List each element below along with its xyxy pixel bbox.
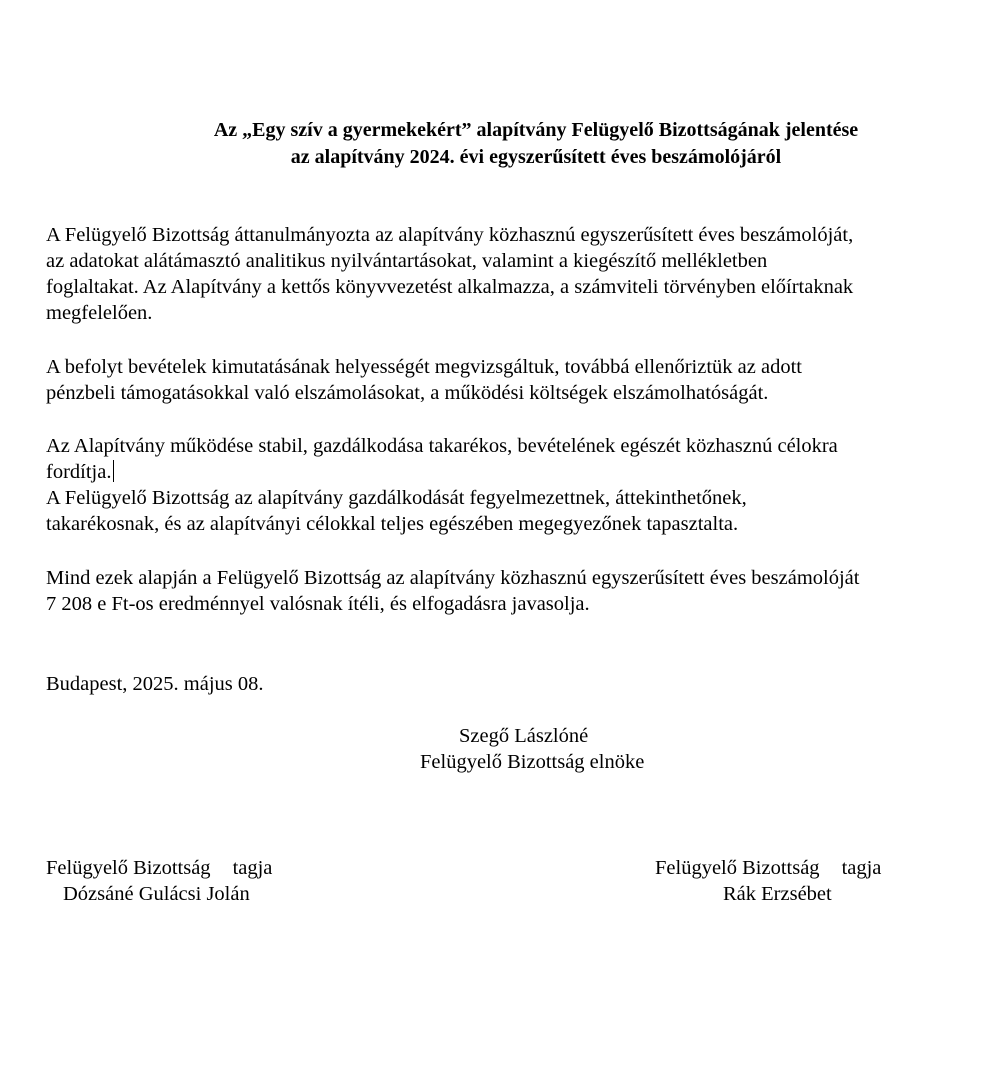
member-right-name: Rák Erzsébet bbox=[723, 883, 832, 905]
paragraph-1-line-1: A Felügyelő Bizottság áttanulmányozta az alapítvány közhasznú egyszerűsített éves beszámolóját, bbox=[46, 224, 854, 246]
member-right-role-a: Felügyelő Bizottság bbox=[655, 857, 820, 879]
paragraph-2-line-1: A befolyt bevételek kimutatásának helyességét megvizsgáltuk, továbbá ellenőriztük az adott bbox=[46, 356, 802, 378]
member-left-role-a: Felügyelő Bizottság bbox=[46, 857, 211, 879]
member-left-role bbox=[46, 855, 272, 881]
document-title-line-1: Az „Egy szív a gyermekekért” alapítvány Felügyelő Bizottságának jelentése bbox=[213, 119, 859, 141]
paragraph-1-line-2: az adatokat alátámasztó analitikus nyilvántartásokat, valamint a kiegészítő mellékletben bbox=[46, 250, 768, 272]
chair-role: Felügyelő Bizottság elnöke bbox=[420, 751, 645, 773]
paragraph-3-line-2[interactable] bbox=[46, 459, 114, 485]
paragraph-3-line-1: Az Alapítvány működése stabil, gazdálkodása takarékos, bevételének egészét közhasznú célokra bbox=[46, 435, 838, 457]
document-title-line-2: az alapítvány 2024. évi egyszerűsített éves beszámolójáról bbox=[290, 146, 782, 168]
member-right-role bbox=[655, 855, 881, 881]
paragraph-3-line-2-text: fordítja. bbox=[46, 461, 112, 483]
member-left-role-b: tagja bbox=[232, 857, 273, 879]
paragraph-5-line-2: 7 208 e Ft-os eredménnyel valósnak ítéli, és elfogadásra javasolja. bbox=[46, 593, 590, 615]
place-date: Budapest, 2025. május 08. bbox=[46, 673, 264, 695]
member-right-role-b: tagja bbox=[841, 857, 882, 879]
paragraph-2-line-2: pénzbeli támogatásokkal való elszámolásokat, a működési költségek elszámolhatóságát. bbox=[46, 382, 769, 404]
paragraph-4-line-2: takarékosnak, és az alapítványi célokkal teljes egészében megegyezőnek tapasztalta. bbox=[46, 513, 739, 535]
paragraph-1-line-4: megfelelően. bbox=[46, 302, 153, 324]
paragraph-1-line-3: foglaltakat. Az Alapítvány a kettős könyvvezetést alkalmazza, a számviteli törvényben előírtaknak bbox=[46, 276, 854, 298]
paragraph-4-line-1: A Felügyelő Bizottság az alapítvány gazdálkodását fegyelmezettnek, áttekinthetőnek, bbox=[46, 487, 747, 509]
member-left-name: Dózsáné Gulácsi Jolán bbox=[63, 883, 250, 905]
chair-name: Szegő Lászlóné bbox=[459, 725, 589, 747]
paragraph-5-line-1: Mind ezek alapján a Felügyelő Bizottság az alapítvány közhasznú egyszerűsített éves beszámolóját bbox=[46, 567, 860, 589]
text-cursor bbox=[113, 460, 114, 482]
